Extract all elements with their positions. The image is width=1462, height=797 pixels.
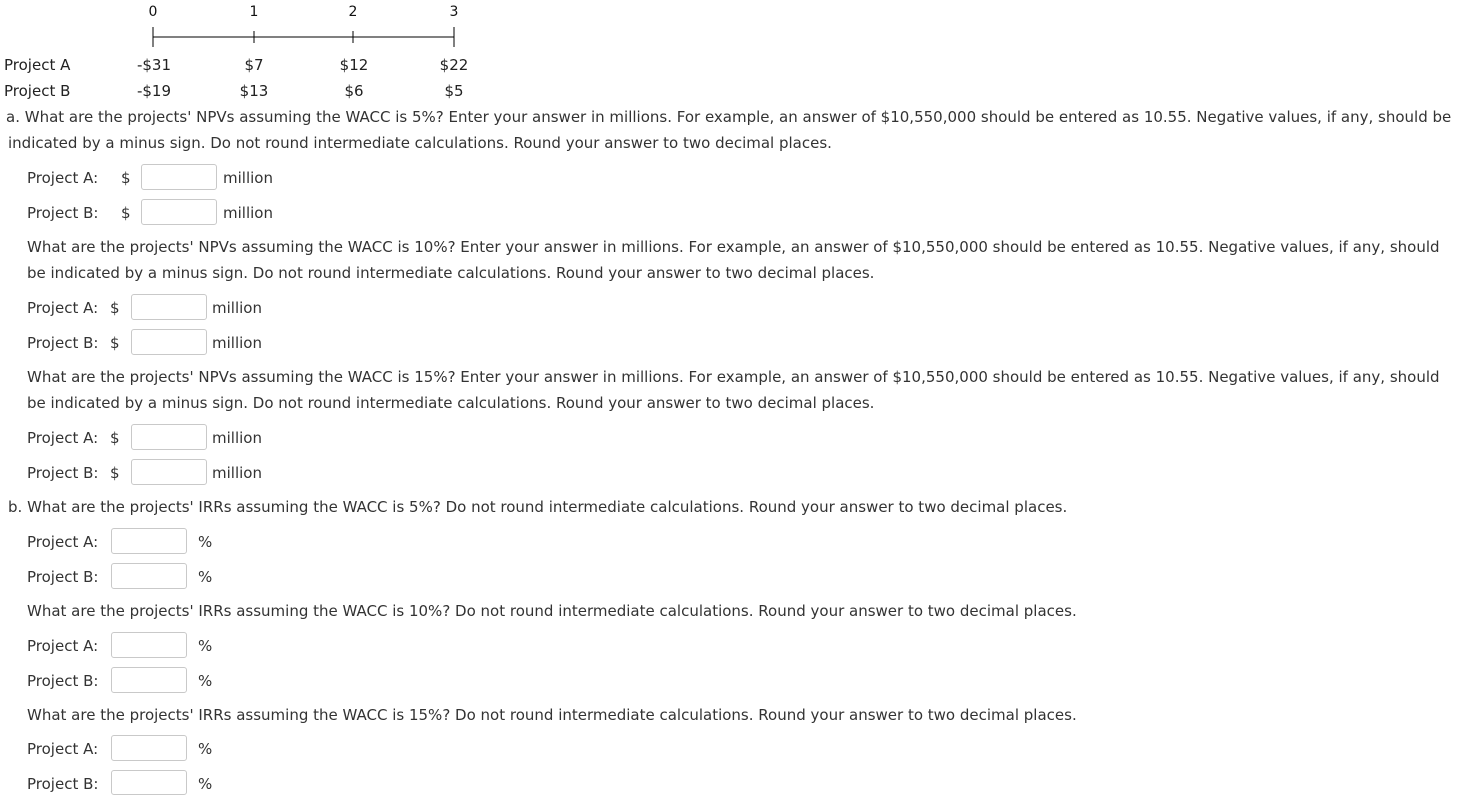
npv15-project-a-label: Project A: [27, 429, 99, 447]
irr15-project-b-unit: % [198, 775, 213, 793]
npv10-project-a-input[interactable] [131, 294, 207, 320]
irr10-project-b-input[interactable] [111, 667, 187, 693]
timeline-period-1: 1 [249, 4, 259, 20]
irr15-project-a-unit: % [198, 740, 213, 758]
npv5-project-a-input[interactable] [141, 164, 217, 190]
npv-question-10: What are the projects' NPVs assuming the WACC is 10%? Enter your answer in millions. For example, an answer of $10,550,000 should be entered as 10.55. Negative values, if any, should be indicated by a minus sign. Do not round intermediate calculations. Round your answer to two decimal places. [27, 238, 1440, 282]
npv5-project-b-label: Project B: [27, 204, 99, 222]
irr-question-15: What are the projects' IRRs assuming the WACC is 15%? Do not round intermediate calculations. Round your answer to two decimal places. [27, 706, 1077, 724]
irr5-project-a-input[interactable] [111, 528, 187, 554]
npv15-project-b-input[interactable] [131, 459, 207, 485]
project-a-cf-0: -$31 [136, 56, 172, 74]
npv-question-5 [8, 104, 1458, 156]
npv10-project-b-label: Project B: [27, 334, 99, 352]
irr15-project-b-input[interactable] [111, 770, 187, 795]
npv10-project-b-currency: $ [110, 334, 120, 352]
timeline-period-3: 3 [449, 4, 459, 20]
npv5-project-b-currency: $ [121, 204, 131, 222]
irr-question-5 [8, 494, 1458, 520]
project-a-cf-2: $12 [339, 56, 369, 74]
npv15-project-b-label: Project B: [27, 464, 99, 482]
project-b-row-label: Project B [4, 82, 71, 100]
npv10-project-a-unit: million [212, 299, 262, 317]
timeline-period-2: 2 [348, 4, 358, 20]
npv15-project-b-currency: $ [110, 464, 120, 482]
project-b-cf-3: $5 [444, 82, 464, 100]
project-b-cf-1: $13 [239, 82, 269, 100]
irr15-project-a-input[interactable] [111, 735, 187, 761]
irr5-project-a-label: Project A: [27, 533, 99, 551]
irr-question-10: What are the projects' IRRs assuming the WACC is 10%? Do not round intermediate calculations. Round your answer to two decimal places. [27, 602, 1077, 620]
irr5-project-b-unit: % [198, 568, 213, 586]
irr10-project-a-input[interactable] [111, 632, 187, 658]
project-b-cf-0: -$19 [136, 82, 172, 100]
npv5-project-a-currency: $ [121, 169, 131, 187]
npv15-project-a-currency: $ [110, 429, 120, 447]
timeline-axis [0, 0, 1462, 60]
npv5-project-b-unit: million [223, 204, 273, 222]
npv5-project-b-input[interactable] [141, 199, 217, 225]
irr5-project-a-unit: % [198, 533, 213, 551]
irr5-project-b-input[interactable] [111, 563, 187, 589]
npv15-project-a-unit: million [212, 429, 262, 447]
irr15-project-a-label: Project A: [27, 740, 99, 758]
irr5-project-b-label: Project B: [27, 568, 99, 586]
npv10-project-b-unit: million [212, 334, 262, 352]
irr10-project-b-unit: % [198, 672, 213, 690]
npv5-project-a-label: Project A: [27, 169, 99, 187]
npv10-project-a-currency: $ [110, 299, 120, 317]
part-b-marker: b. [8, 498, 23, 516]
npv5-project-a-unit: million [223, 169, 273, 187]
irr10-project-a-unit: % [198, 637, 213, 655]
project-a-row-label: Project A [4, 56, 71, 74]
irr10-project-a-label: Project A: [27, 637, 99, 655]
project-a-cf-3: $22 [439, 56, 469, 74]
npv15-project-a-input[interactable] [131, 424, 207, 450]
npv10-project-b-input[interactable] [131, 329, 207, 355]
npv15-project-b-unit: million [212, 464, 262, 482]
project-a-cf-1: $7 [244, 56, 264, 74]
project-b-cf-2: $6 [344, 82, 364, 100]
irr15-project-b-label: Project B: [27, 775, 99, 793]
npv-question-5-text: What are the projects' NPVs assuming the WACC is 5%? Enter your answer in millions. For example, an answer of $10,550,000 should be entered as 10.55. Negative values, if any, should be indicated by a minus sign. Do not round intermediate calculations. Round your answer to two decimal places. [8, 108, 1452, 152]
irr-question-5-text: What are the projects' IRRs assuming the WACC is 5%? Do not round intermediate calculations. Round your answer to two decimal places. [27, 498, 1068, 516]
npv10-project-a-label: Project A: [27, 299, 99, 317]
part-a-marker: a. [6, 108, 20, 126]
timeline-period-0: 0 [148, 4, 158, 20]
npv-question-15: What are the projects' NPVs assuming the WACC is 15%? Enter your answer in millions. For example, an answer of $10,550,000 should be entered as 10.55. Negative values, if any, should be indicated by a minus sign. Do not round intermediate calculations. Round your answer to two decimal places. [27, 368, 1440, 412]
irr10-project-b-label: Project B: [27, 672, 99, 690]
